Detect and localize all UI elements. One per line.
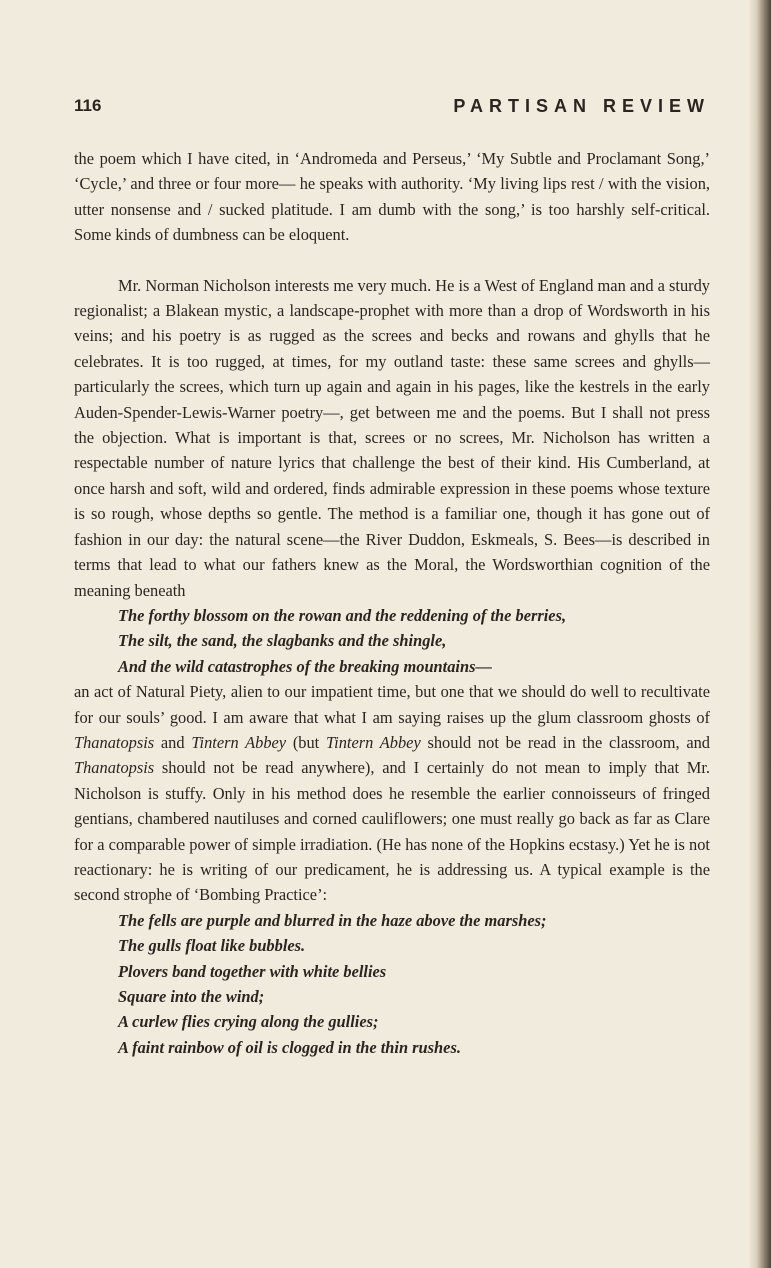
paragraph-1: the poem which I have cited, in ‘Andromeda and Perseus,’ ‘My Subtle and Proclamant Song,’ ‘Cycle,’ and three or four more— he speaks with authority. ‘My living lips rest / with the vision, utter nonsense and / sucked platitude. I am dumb with the song,’ is too harshly self-critical. Some kinds of dumbness can be eloquent. — [74, 149, 710, 245]
verse-line: And the wild catastrophes of the breaking mountains— — [118, 656, 492, 676]
verse-quote-1 — [74, 603, 710, 679]
verse-quote-2 — [74, 908, 710, 1060]
page-edge-shadow — [749, 0, 771, 1268]
work-title: Tintern Abbey — [325, 732, 421, 752]
paragraph-3 — [74, 679, 710, 908]
verse-line: A faint rainbow of oil is clogged in the thin rushes. — [118, 1037, 461, 1057]
work-title: Tintern Abbey — [191, 732, 287, 752]
paragraph-2: Mr. Norman Nicholson interests me very much. He is a West of England man and a sturdy regionalist; a Blakean mystic, a landscape-prophet with more than a drop of Wordsworth in his veins; and his poetry is as rugged as the screes and becks and rowans and ghylls that he celebrates. It is too rugged, at times, for my outland taste: these same screes and ghylls—particularly the screes, which turn up again and again in his pages, like the kestrels in the early Auden-Spender-Lewis-Warner poetry—, get between me and the poems. But I shall not press the objection. What is important is that, screes or no screes, Mr. Nicholson has written a respectable number of nature lyrics that challenge the best of their kind. His Cumberland, at once harsh and soft, wild and ordered, finds admirable expression in these poems whose texture is so rough, whose depths so gentle. The method is a familiar one, though it has gone out of fashion in our day: the natural scene—the River Duddon, Eskmeals, S. Bees—is described in terms that lead to what our fathers knew as the Moral, the Wordsworthian cognition of the meaning beneath — [74, 275, 710, 600]
verse-line: The gulls float like bubbles. — [118, 936, 306, 956]
verse-line: The fells are purple and blurred in the haze above the marshes; — [118, 910, 547, 930]
verse-line: Plovers band together with white bellies — [118, 961, 387, 981]
verse-line: The silt, the sand, the slagbanks and the shingle, — [118, 631, 447, 651]
page-header — [74, 96, 710, 126]
text-run: should not be read in the classroom, and — [420, 732, 710, 752]
page-number: 116 — [74, 96, 102, 115]
work-title: Thanatopsis — [74, 732, 155, 752]
work-title: Thanatopsis — [74, 758, 155, 778]
text-run: (but — [286, 732, 326, 752]
text-run: an act of Natural Piety, alien to our impatient time, but one that we should do well to recultivate for our souls’ good. I am aware that what I am saying raises up the glum classroom ghosts of — [74, 682, 710, 727]
text-run: and — [154, 732, 192, 752]
running-head: PARTISAN REVIEW — [453, 96, 710, 116]
verse-line: A curlew flies crying along the gullies; — [118, 1012, 379, 1032]
verse-line: Square into the wind; — [118, 987, 265, 1006]
verse-line: The forthy blossom on the rowan and the reddening of the berries, — [118, 605, 567, 625]
text-run: should not be read anywhere), and I certainly do not mean to imply that Mr. Nicholson is stuffy. Only in his method does he resemble the earlier connoisseurs of fringed gentians, chambered nautiluses and corned cauliflowers; one must really go back as far as Clare for a comparable power of simple irradiation. (He has none of the Hopkins ecstasy.) Yet he is not reactionary: he is writing of our predicament, he is addressing us. A typical example is the second strophe of ‘Bombing Practice’: — [74, 758, 710, 905]
article-body — [74, 146, 710, 1060]
